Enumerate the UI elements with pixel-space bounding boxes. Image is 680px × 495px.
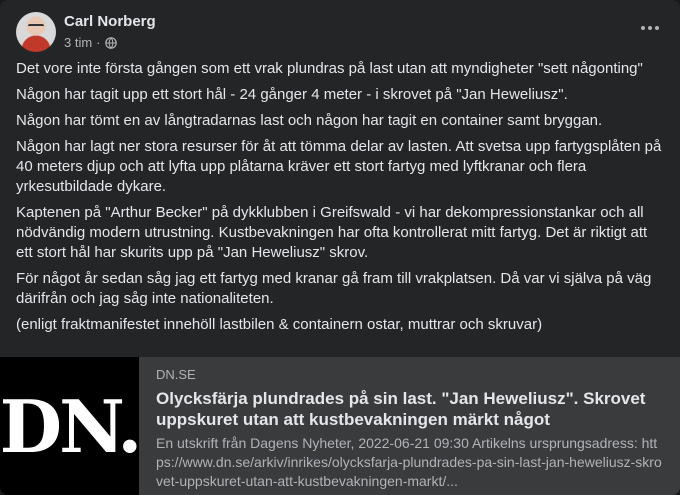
post-time[interactable]: 3 tim [64, 35, 93, 50]
dn-logo: DN. [0, 383, 140, 469]
link-thumbnail[interactable] [0, 357, 139, 495]
globe-icon[interactable] [105, 37, 117, 49]
post-paragraph: Det vore inte första gången som ett vrak plundras på last utan att myndigheter "sett någonting" [16, 60, 643, 77]
link-preview-card[interactable] [0, 357, 680, 495]
post-paragraph: För något år sedan såg jag ett fartyg med kranar gå fram till vrakplatsen. Då var vi själva på väg därifrån och jag såg inte nationaliteten. [16, 270, 652, 307]
post-paragraph: Någon har lagt ner stora resurser för åt att tömma delar av lasten. Att svetsa upp fartygsplåten på 40 meters djup och att lyfta upp plåtarna kräver ett stort fartyg med lyftkranar och flera yrkesutbildade dykare. [16, 138, 662, 195]
post-body [16, 59, 664, 341]
post-paragraph: Kaptenen på "Arthur Becker" på dykklubben i Greifswald - vi har dekompressionstankar och all nödvändig modern utrustning. Kustbevakningen har ofta kontrollerat mitt fartyg. Det är riktigt att ett stort hål har skurits upp på "Jan Heweliusz" skrov. [16, 204, 648, 261]
more-options-icon[interactable] [636, 18, 664, 38]
post-meta [64, 35, 117, 50]
post-paragraph: Någon har tömt en av långtradarnas last och någon har tagit en container samt bryggan. [16, 112, 603, 129]
author-name[interactable]: Carl Norberg [64, 13, 156, 30]
link-description: En utskrift från Dagens Nyheter, 2022-06-21 09:30 Artikelns ursprungsadress: https://www.dn.se/arkiv/inrikes/olycksfarja-plundrades-pa-sin-last-jan-heweliusz-skrovet-uppskuret-utan-att-kustbevakningen-markt/... [156, 435, 662, 489]
avatar-glasses [28, 24, 44, 30]
author-avatar[interactable] [16, 12, 56, 52]
post-paragraph: Någon har tagit upp ett stort hål - 24 gånger 4 meter - i skrovet på "Jan Heweliusz". [16, 86, 568, 103]
meta-separator: · [96, 35, 101, 50]
link-info [156, 367, 664, 491]
link-title[interactable]: Olycksfärja plundrades på sin last. "Jan Heweliusz". Skrovet uppskuret utan att kustbevakningen märkt något [156, 389, 646, 429]
post-paragraph: (enligt fraktmanifestet innehöll lastbilen & containern ostar, muttrar och skruvar) [16, 316, 543, 333]
link-domain: DN.SE [156, 367, 196, 382]
